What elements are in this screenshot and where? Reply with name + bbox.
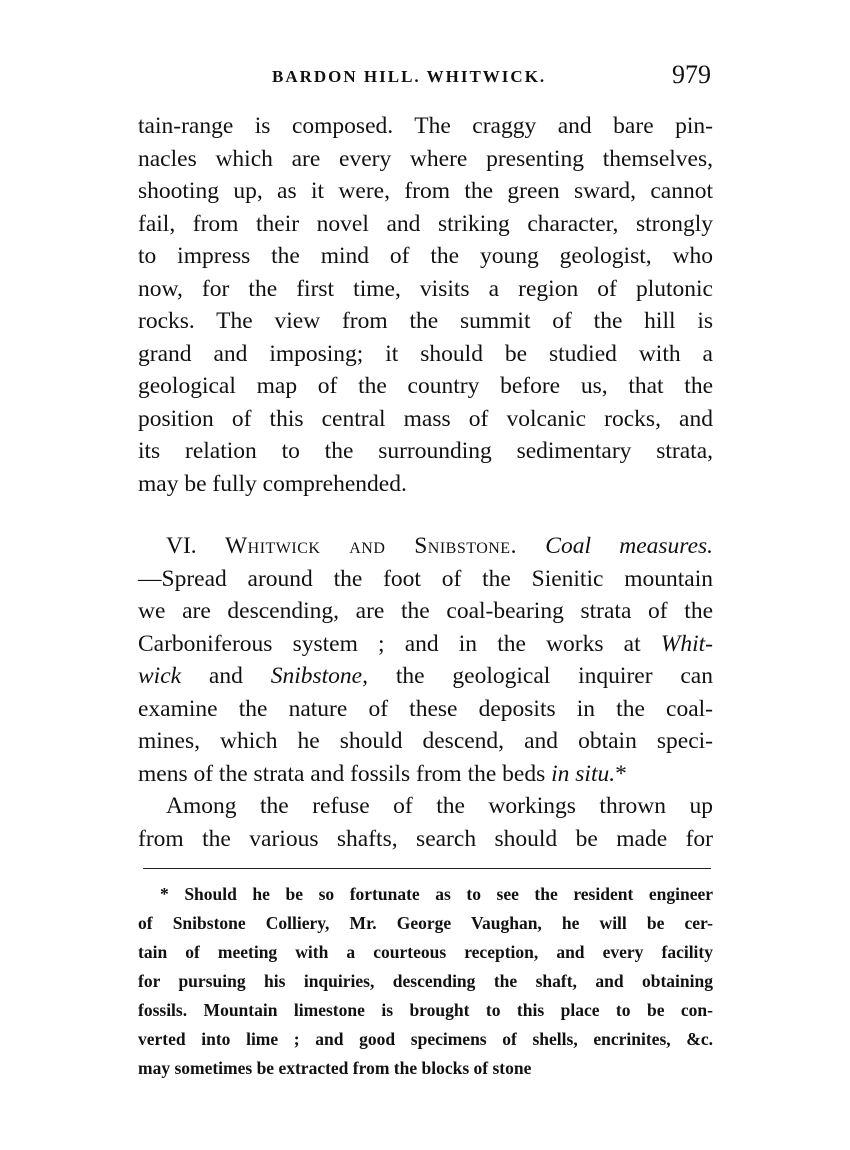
footnote-rule <box>143 868 711 869</box>
text-line: Among the refuse of the workings thrown up <box>166 793 713 819</box>
text-fragment: the geological inquirer can <box>367 663 713 689</box>
section-number: VI. <box>166 533 197 559</box>
text-line <box>138 660 713 693</box>
footnote <box>138 880 713 1083</box>
text-line: rocks. The view from the summit of the hill is <box>138 308 713 334</box>
text-line <box>138 758 713 791</box>
section-heading-line <box>138 530 713 563</box>
running-head: BARDON HILL. WHITWICK. <box>272 67 547 86</box>
latin-phrase-italic: in situ. <box>551 760 616 787</box>
paragraph-refuse <box>138 790 713 855</box>
section-title: Whitwick and Snibstone. <box>224 533 517 559</box>
place-name-italic: Snibstone, <box>270 663 368 689</box>
place-name-italic: Whit- <box>660 630 713 657</box>
text-line: —Spread around the foot of the Sienitic mountain <box>138 565 713 592</box>
text-fragment: and <box>181 663 271 689</box>
text-line: may be fully comprehended. <box>138 470 407 497</box>
text-line: mines, which he should descend, and obtain speci- <box>138 728 713 754</box>
text-line: from the various shafts, search should be made for <box>138 825 713 852</box>
page-header <box>138 62 713 96</box>
paragraph-bardon-hill <box>138 110 713 500</box>
text-line: position of this central mass of volcanic rocks, and <box>138 405 713 432</box>
footnote-marker: * <box>615 760 627 787</box>
place-name-italic: wick <box>138 663 182 689</box>
text-fragment: Carboniferous system ; and in the works at <box>138 630 661 657</box>
footnote-line: fossils. Mountain limestone is brought to this place to be con- <box>138 1000 713 1020</box>
text-fragment: mens of the strata and fossils from the beds <box>138 760 552 787</box>
text-line: to impress the mind of the young geologist, who <box>138 243 713 269</box>
text-line: nacles which are every where presenting themselves, <box>138 145 713 172</box>
text-line <box>138 628 713 661</box>
section-subtitle: Coal measures. <box>545 533 714 559</box>
footnote-line: * Should he be so fortunate as to see the resident engineer <box>160 884 713 904</box>
text-line: we are descending, are the coal-bearing strata of the <box>138 598 713 624</box>
text-line: its relation to the surrounding sedimentary strata, <box>138 438 713 464</box>
page-number: 979 <box>672 60 711 89</box>
text-line: tain-range is composed. The craggy and bare pin- <box>138 113 713 139</box>
footnote-line: tain of meeting with a courteous reception, and every facility <box>138 942 713 962</box>
footnote-line: verted into lime ; and good specimens of shells, encrinites, &c. <box>138 1029 713 1049</box>
footnote-line: of Snibstone Colliery, Mr. George Vaughan, he will be cer- <box>138 913 713 933</box>
footnote-line: for pursuing his inquiries, descending the shaft, and obtaining <box>138 971 713 991</box>
text-line: fail, from their novel and striking character, strongly <box>138 210 713 237</box>
text-line: now, for the first time, visits a region of plutonic <box>138 275 713 302</box>
text-line: examine the nature of these deposits in the coal- <box>138 695 713 722</box>
paragraph-whitwick-snibstone <box>138 530 713 790</box>
footnote-line: may sometimes be extracted from the blocks of stone <box>138 1058 532 1078</box>
text-line: geological map of the country before us, that the <box>138 373 713 399</box>
text-line: grand and imposing; it should be studied with a <box>138 340 713 367</box>
text-line: shooting up, as it were, from the green sward, cannot <box>138 178 713 204</box>
